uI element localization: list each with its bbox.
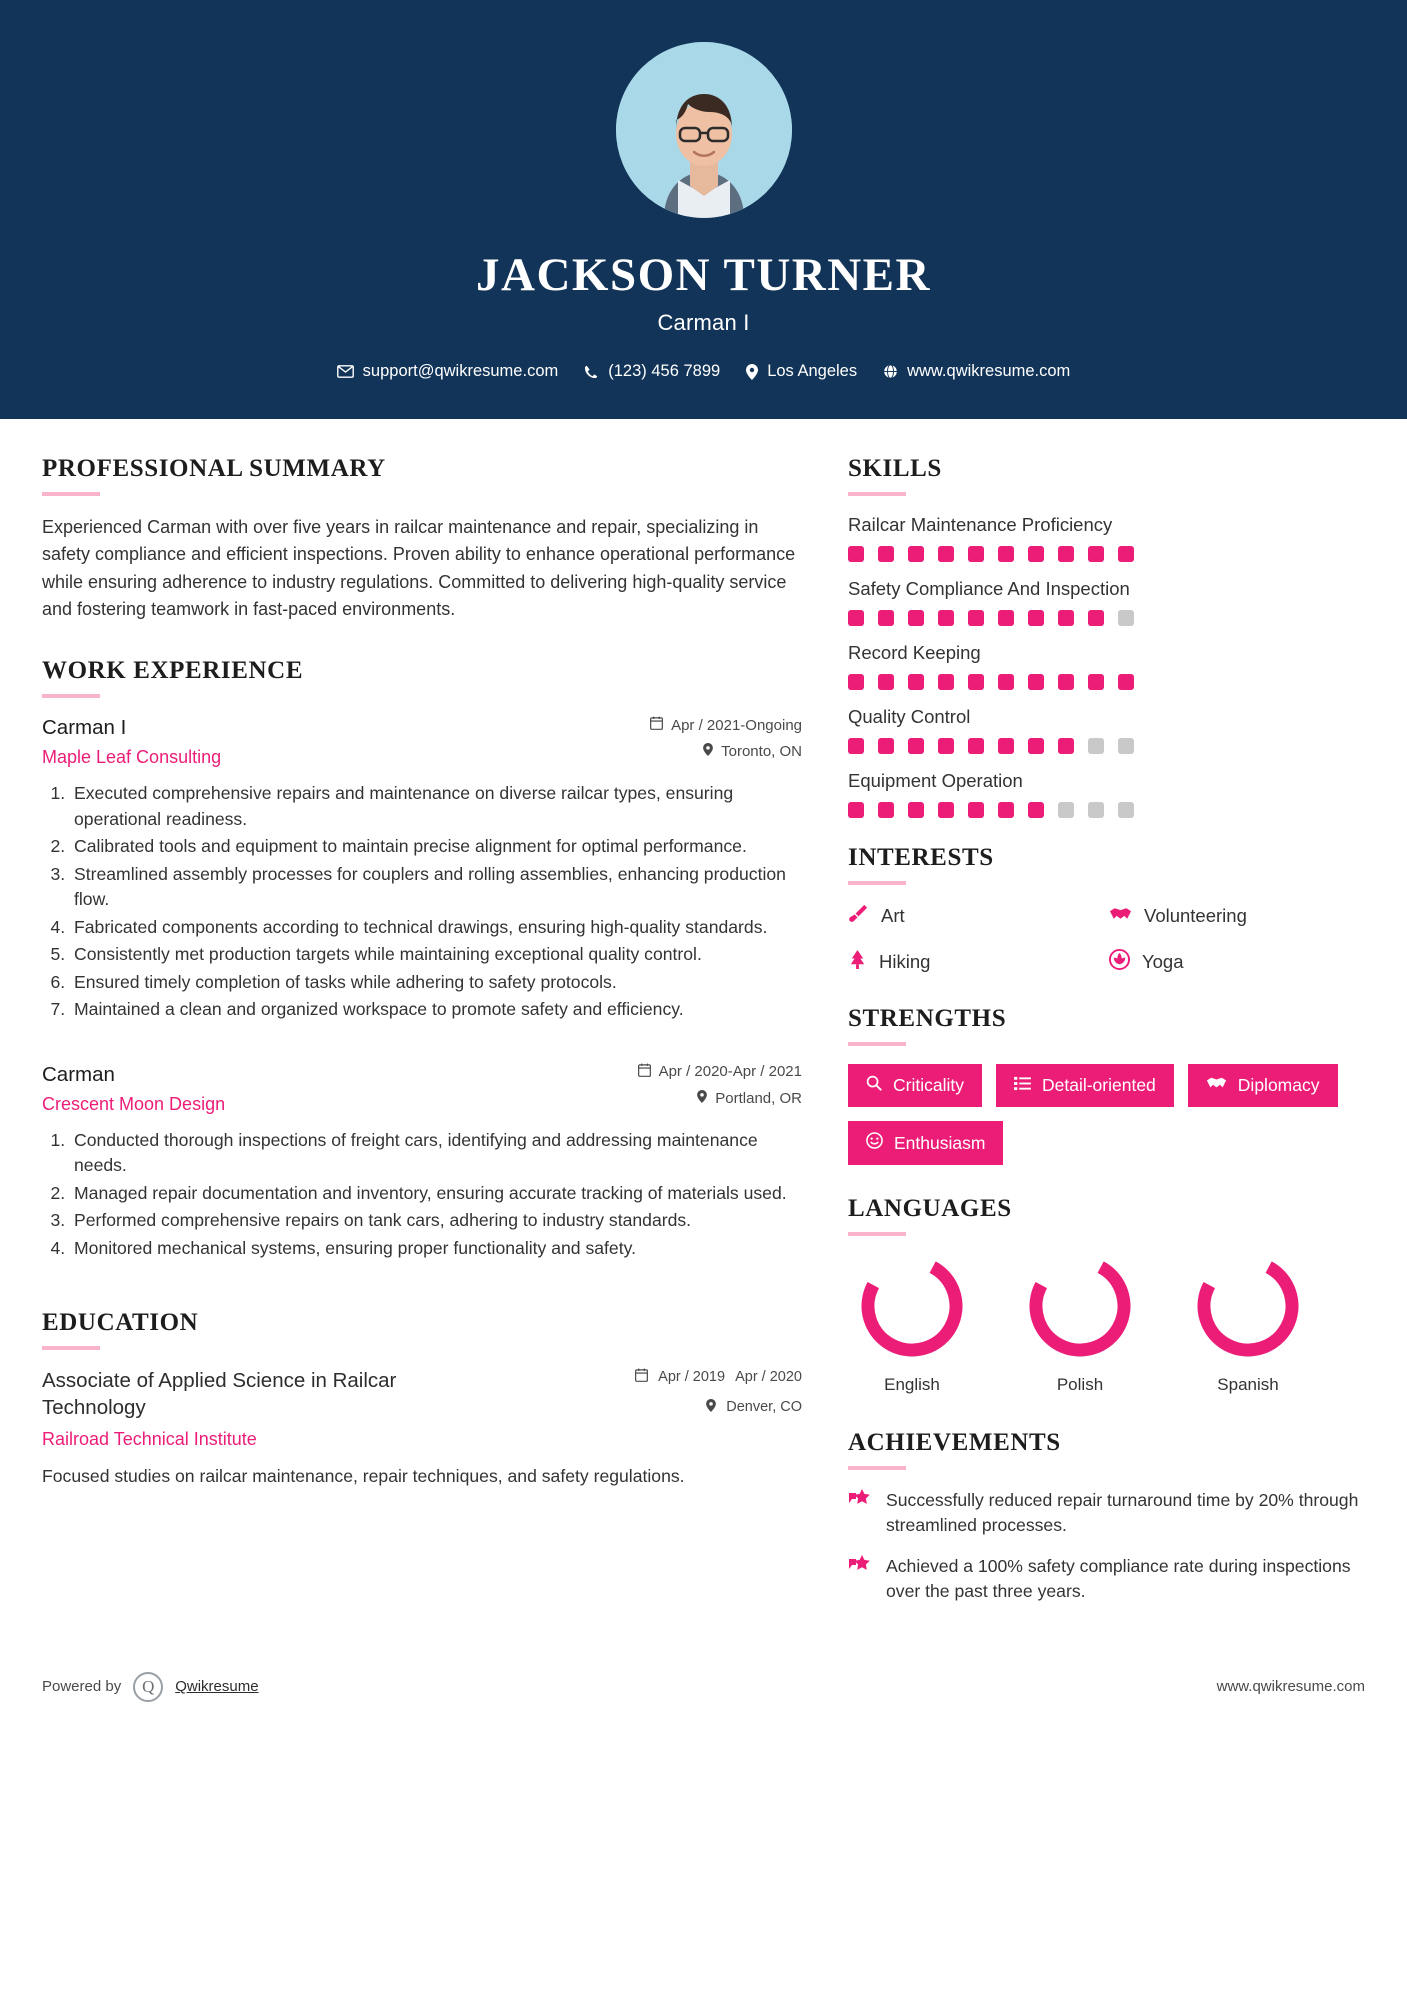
skill-dot	[938, 546, 954, 562]
duty-item: 3. Performed comprehensive repairs on tank cars, adhering to industry standards.	[70, 1208, 802, 1234]
skill-rating	[848, 610, 1360, 626]
job-location: Toronto, ON	[721, 743, 802, 761]
duty-item: 4. Fabricated components according to technical drawings, ensuring high-quality standards.	[70, 915, 802, 941]
job-role: Carman I	[657, 310, 750, 335]
phone-icon	[584, 364, 599, 379]
language-label: Spanish	[1217, 1375, 1279, 1394]
star-badge-icon	[848, 1554, 872, 1604]
skill-dot	[968, 674, 984, 690]
skill-dot	[878, 674, 894, 690]
interest-label: Yoga	[1142, 951, 1184, 972]
language-progress-ring	[1196, 1254, 1300, 1358]
education-school: Railroad Technical Institute	[42, 1428, 257, 1449]
skill-dot	[1028, 610, 1044, 626]
skill-dot	[908, 610, 924, 626]
skill-dot	[998, 802, 1014, 818]
powered-by-label: Powered by	[42, 1678, 122, 1696]
skill-dot	[1118, 738, 1134, 754]
skill-dot	[998, 738, 1014, 754]
education-description: Focused studies on railcar maintenance, repair techniques, and safety regulations.	[42, 1465, 685, 1486]
skill-name: Record Keeping	[848, 642, 981, 663]
left-column	[42, 455, 802, 1620]
smiley-icon	[866, 1132, 883, 1154]
skill-dot	[1058, 674, 1074, 690]
duty-item: 7. Maintained a clean and organized workspace to promote safety and efficiency.	[70, 997, 802, 1023]
skill-dot	[908, 674, 924, 690]
section-divider	[42, 492, 100, 496]
achievement-text: Achieved a 100% safety compliance rate during inspections over the past three years.	[886, 1555, 1351, 1601]
achievement-item	[848, 1554, 1360, 1604]
language-progress-ring	[860, 1254, 964, 1358]
calendar-icon	[635, 1368, 648, 1386]
skill-dot	[1028, 738, 1044, 754]
resume-body	[0, 419, 1407, 1620]
handshake-icon	[1206, 1075, 1227, 1096]
job-meta	[612, 1063, 802, 1107]
skill-dot	[1058, 738, 1074, 754]
avatar	[616, 42, 792, 218]
calendar-icon	[638, 1063, 651, 1081]
section-summary	[42, 455, 802, 623]
experience-title: WORK EXPERIENCE	[42, 657, 304, 685]
contact-row	[0, 362, 1407, 381]
skill-name: Safety Compliance And Inspection	[848, 578, 1130, 599]
page-title: JACKSON TURNER	[476, 249, 931, 301]
skill-dot	[1058, 546, 1074, 562]
language-item	[848, 1254, 976, 1395]
education-start-date: Apr / 2019	[658, 1369, 726, 1386]
skill-dot	[998, 546, 1014, 562]
job-location: Portland, OR	[715, 1089, 802, 1107]
qwikresume-logo-icon: Q	[133, 1672, 163, 1702]
language-label: English	[884, 1375, 940, 1394]
strength-label: Detail-oriented	[1041, 1075, 1156, 1095]
job-meta	[612, 716, 802, 760]
contact-phone[interactable]	[584, 362, 720, 381]
skill-dot	[878, 738, 894, 754]
skill-dot	[998, 610, 1014, 626]
list-icon	[1014, 1075, 1031, 1096]
summary-title: PROFESSIONAL SUMMARY	[42, 455, 386, 482]
duty-item: 2. Managed repair documentation and inventory, ensuring accurate tracking of materials used.	[70, 1181, 802, 1207]
right-column	[848, 455, 1360, 1620]
skill-dot	[1088, 610, 1104, 626]
skill-dot	[908, 802, 924, 818]
achievements-title: ACHIEVEMENTS	[848, 1429, 1061, 1456]
section-languages	[848, 1195, 1360, 1395]
section-divider	[42, 1346, 100, 1350]
interest-item	[848, 949, 1099, 975]
location-icon	[697, 1090, 707, 1107]
skill-dot	[878, 546, 894, 562]
duty-item: 3. Streamlined assembly processes for couplers and rolling assemblies, enhancing production flow.	[70, 862, 802, 913]
contact-location-text: Los Angeles	[767, 362, 858, 380]
footer-site-url: www.qwikresume.com	[1216, 1678, 1365, 1696]
skill-dot	[878, 802, 894, 818]
skill-dot	[968, 738, 984, 754]
interest-item	[1109, 949, 1360, 975]
section-experience	[42, 657, 802, 1261]
skill-dot	[1028, 674, 1044, 690]
skill-dot	[1118, 610, 1134, 626]
achievement-item	[848, 1488, 1360, 1538]
qwikresume-brand-link[interactable]: Qwikresume	[175, 1678, 259, 1696]
interest-item	[848, 903, 1099, 929]
strengths-list	[848, 1064, 1360, 1165]
education-degree: Associate of Applied Science in Railcar Technology	[42, 1369, 397, 1420]
skill-dot	[998, 674, 1014, 690]
section-interests	[848, 844, 1360, 975]
lotus-icon	[1109, 949, 1130, 975]
skill-dot	[1058, 610, 1074, 626]
skill-dot	[848, 738, 864, 754]
mail-icon	[337, 365, 354, 378]
education-title: EDUCATION	[42, 1309, 199, 1337]
job-company: Crescent Moon Design	[42, 1093, 226, 1114]
languages-list	[848, 1254, 1360, 1395]
section-divider	[848, 1232, 906, 1236]
duty-item: 6. Ensured timely completion of tasks while adhering to safety protocols.	[70, 970, 802, 996]
job-title: Carman	[42, 1062, 115, 1086]
skill-dot	[1118, 802, 1134, 818]
contact-website[interactable]	[883, 362, 1070, 381]
education-end-date: Apr / 2020	[735, 1369, 802, 1386]
strength-chip-criticality	[848, 1064, 982, 1107]
section-divider	[42, 694, 100, 698]
skill-dot	[908, 738, 924, 754]
job-duties	[42, 781, 802, 1023]
contact-email-text: support@qwikresume.com	[362, 362, 559, 380]
skill-dot	[938, 610, 954, 626]
skill-dot	[1028, 546, 1044, 562]
achievements-list	[848, 1488, 1360, 1604]
tree-icon	[848, 949, 867, 975]
skill-dot	[968, 610, 984, 626]
duty-item: 1. Conducted thorough inspections of freight cars, identifying and addressing maintenance needs.	[70, 1128, 802, 1179]
location-icon	[746, 364, 758, 380]
job-title: Carman I	[42, 716, 127, 740]
experience-item	[42, 716, 802, 1023]
job-duties	[42, 1128, 802, 1262]
handshake-icon	[1109, 905, 1132, 928]
interest-label: Volunteering	[1144, 905, 1247, 926]
skill-dot	[1058, 802, 1074, 818]
job-dates: Apr / 2020-Apr / 2021	[658, 1063, 802, 1081]
resume-footer	[0, 1672, 1407, 1736]
language-item	[1016, 1254, 1144, 1395]
section-divider	[848, 492, 906, 496]
strengths-title: STRENGTHS	[848, 1005, 1007, 1032]
skill-rating	[848, 546, 1360, 562]
location-icon	[703, 743, 713, 760]
interest-label: Art	[881, 905, 905, 926]
interest-label: Hiking	[879, 951, 931, 972]
section-divider	[848, 1466, 906, 1470]
contact-location	[746, 362, 857, 381]
skill-dot	[968, 546, 984, 562]
skill-dot	[878, 610, 894, 626]
skill-rating	[848, 674, 1360, 690]
skill-dot	[848, 674, 864, 690]
contact-email[interactable]	[337, 362, 559, 381]
skill-dot	[848, 802, 864, 818]
paintbrush-icon	[848, 903, 869, 929]
strength-chip-detail-oriented	[996, 1064, 1174, 1107]
education-location: Denver, CO	[726, 1398, 802, 1415]
skill-dot	[848, 610, 864, 626]
duty-item: 4. Monitored mechanical systems, ensuring proper functionality and safety.	[70, 1236, 802, 1262]
contact-phone-text: (123) 456 7899	[608, 362, 721, 380]
skill-dot	[1088, 546, 1104, 562]
skill-dot	[1028, 802, 1044, 818]
location-icon	[706, 1399, 716, 1416]
section-achievements	[848, 1429, 1360, 1604]
achievement-text: Successfully reduced repair turnaround time by 20% through streamlined processes.	[886, 1490, 1359, 1535]
languages-title: LANGUAGES	[848, 1195, 1012, 1222]
skill-name: Quality Control	[848, 706, 971, 727]
skill-dot	[908, 546, 924, 562]
globe-icon	[883, 364, 898, 379]
section-divider	[848, 881, 906, 885]
contact-website-text: www.qwikresume.com	[907, 362, 1071, 380]
job-dates: Apr / 2021-Ongoing	[671, 716, 802, 734]
experience-item	[42, 1063, 802, 1262]
powered-by	[42, 1672, 259, 1702]
skill-dot	[938, 738, 954, 754]
section-strengths	[848, 1005, 1360, 1165]
section-education	[42, 1309, 802, 1489]
star-badge-icon	[848, 1488, 872, 1538]
skill-dot	[1118, 546, 1134, 562]
language-item	[1184, 1254, 1312, 1395]
calendar-icon	[650, 716, 663, 734]
duty-item: 1. Executed comprehensive repairs and maintenance on diverse railcar types, ensuring operational readiness.	[70, 781, 802, 832]
skill-dot	[1088, 674, 1104, 690]
skill-dot	[968, 802, 984, 818]
skill-dot	[938, 674, 954, 690]
skills-title: SKILLS	[848, 455, 942, 482]
section-divider	[848, 1042, 906, 1046]
skill-dot	[1088, 738, 1104, 754]
skills-list	[848, 514, 1360, 818]
duty-item: 2. Calibrated tools and equipment to maintain precise alignment for optimal performance.	[70, 834, 802, 860]
language-label: Polish	[1056, 1375, 1104, 1394]
interest-item	[1109, 903, 1360, 929]
strength-chip-enthusiasm	[848, 1121, 1003, 1165]
skill-rating	[848, 802, 1360, 818]
skill-dot	[1118, 674, 1134, 690]
skill-name: Equipment Operation	[848, 770, 1023, 791]
section-skills	[848, 455, 1360, 818]
strength-label: Criticality	[893, 1075, 964, 1095]
interests-grid	[848, 903, 1360, 975]
skill-name: Railcar Maintenance Proficiency	[848, 514, 1113, 535]
language-progress-ring	[1028, 1254, 1132, 1358]
strength-chip-diplomacy	[1188, 1064, 1338, 1107]
job-company: Maple Leaf Consulting	[42, 747, 222, 768]
duty-item: 5. Consistently met production targets while maintaining exceptional quality control.	[70, 942, 802, 968]
search-icon	[866, 1075, 882, 1096]
skill-dot	[1088, 802, 1104, 818]
strength-label: Enthusiasm	[894, 1132, 986, 1153]
skill-dot	[938, 802, 954, 818]
strength-label: Diplomacy	[1237, 1075, 1320, 1095]
skill-rating	[848, 738, 1360, 754]
interests-title: INTERESTS	[848, 844, 994, 871]
resume-header	[0, 0, 1407, 419]
skill-dot	[848, 546, 864, 562]
summary-text: Experienced Carman with over five years in railcar maintenance and repair, specializing in safety compliance and efficient inspections. Proven ability to enhance operational performance while ensuring adherence to industry regulations. Committed to delivering high-quality service and fostering teamwork in fast-paced environments.	[42, 517, 796, 620]
